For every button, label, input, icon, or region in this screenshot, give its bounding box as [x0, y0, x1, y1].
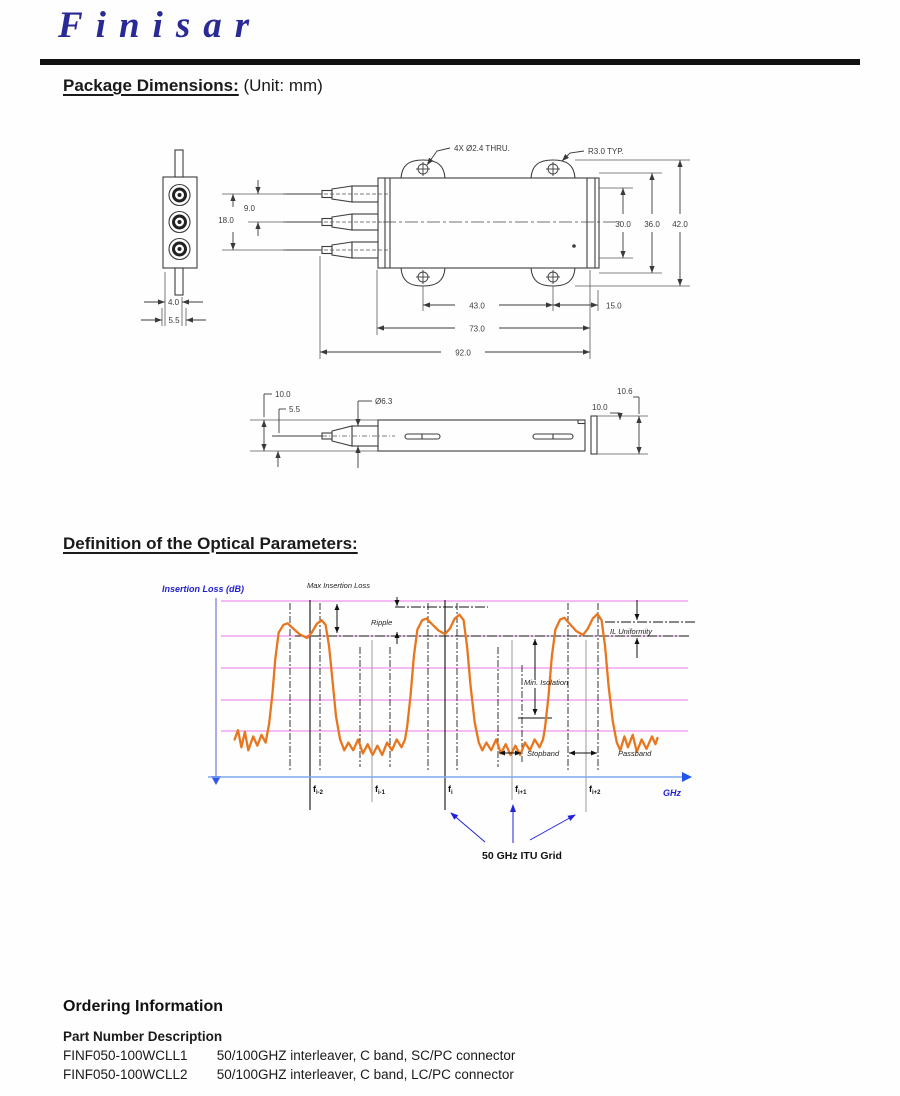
ordering-column-headers: [63, 1029, 515, 1044]
label-ripple: Ripple: [371, 618, 393, 627]
package-dimensions-unit: (Unit: mm): [243, 76, 323, 95]
ordering-row: [63, 1048, 515, 1063]
dim-height-inner: 30.0: [615, 220, 631, 229]
top-view: [218, 144, 690, 359]
ordering-title: Ordering Information: [63, 998, 223, 1015]
label-il-uniformity: IL Uniformity: [610, 627, 652, 636]
band-edge-lines: [290, 603, 598, 772]
finisar-logo: Finisar: [58, 5, 263, 46]
package-dimensions-heading: [63, 76, 323, 96]
svg-text:fi+1: $f_{i+1}$: [515, 784, 527, 796]
label-max-insertion-loss: Max Insertion Loss: [307, 581, 370, 590]
dim-tab-depth: 5.5: [168, 316, 180, 325]
label-passband: Passband: [618, 749, 652, 758]
dim-fiber-height: 5.5: [289, 405, 301, 414]
dim-boot-dia: Ø6.3: [375, 397, 393, 406]
optical-parameters-chart: [150, 570, 750, 880]
reference-lines: [295, 607, 695, 718]
label-itu-grid: 50 GHz ITU Grid: [482, 850, 562, 862]
dim-tab-width: 4.0: [167, 298, 180, 307]
connector-ports: [169, 185, 190, 260]
y-axis: [211, 598, 221, 785]
y-axis-label: Insertion Loss (dB): [162, 584, 245, 594]
svg-text:fi-1: $f_{i-1}$: [375, 784, 386, 796]
package-dimensions-title: Package Dimensions:: [63, 76, 239, 95]
dim-fiber-pitch: 9.0: [243, 204, 255, 213]
dim-hole-offset: 15.0: [606, 301, 622, 311]
x-axis: [208, 772, 692, 782]
svg-text:fi+2: $f_{i+2}$: [589, 784, 601, 796]
ordering-row: [63, 1067, 515, 1082]
optical-parameters-heading: [63, 534, 358, 554]
ordering-information: [63, 998, 515, 1082]
end-view: [141, 150, 206, 326]
x-axis-label: GHz: [663, 788, 681, 798]
dim-overall-length: 92.0: [455, 348, 471, 358]
dim-hole-span: 43.0: [469, 301, 485, 311]
header-rule: [40, 59, 860, 65]
dim-body-length: 73.0: [469, 324, 485, 334]
col-header-part-number: Part Number: [63, 1029, 145, 1044]
svg-text:fi-2: $f_{i-2}$: [313, 784, 324, 796]
dim-fiber-span: 18.0: [218, 216, 234, 225]
x-tick-labels: [313, 784, 601, 796]
part-description: 50/100GHZ interleaver, C band, SC/PC connector: [216, 1048, 516, 1063]
col-header-description: Description: [147, 1029, 223, 1044]
callout-holes: 4X Ø2.4 THRU.: [454, 144, 510, 153]
svg-text:fi: $f_i$: [448, 784, 453, 796]
response-curve: [235, 614, 658, 755]
dim-end-height: 10.6: [617, 387, 633, 396]
side-view: [250, 387, 648, 468]
itu-grid-arrows: [451, 805, 575, 843]
callout-radius: R3.0 TYP.: [588, 147, 624, 156]
label-min-isolation: Min. Isolation: [524, 678, 569, 687]
package-drawing: [100, 110, 800, 520]
part-number: FINF050-100WCLL2: [63, 1067, 188, 1082]
part-number: FINF050-100WCLL1: [63, 1048, 188, 1063]
dim-side-height-right: 10.0: [592, 403, 608, 412]
optical-parameters-title: Definition of the Optical Parameters:: [63, 534, 358, 553]
dim-height-body: 36.0: [644, 220, 660, 229]
part-description: 50/100GHZ interleaver, C band, LC/PC connector: [216, 1067, 514, 1082]
dim-side-height: 10.0: [275, 390, 291, 399]
dim-height-overall: 42.0: [672, 220, 688, 229]
fiber-pigtails: [283, 186, 388, 258]
label-stopband: Stopband: [527, 749, 560, 758]
